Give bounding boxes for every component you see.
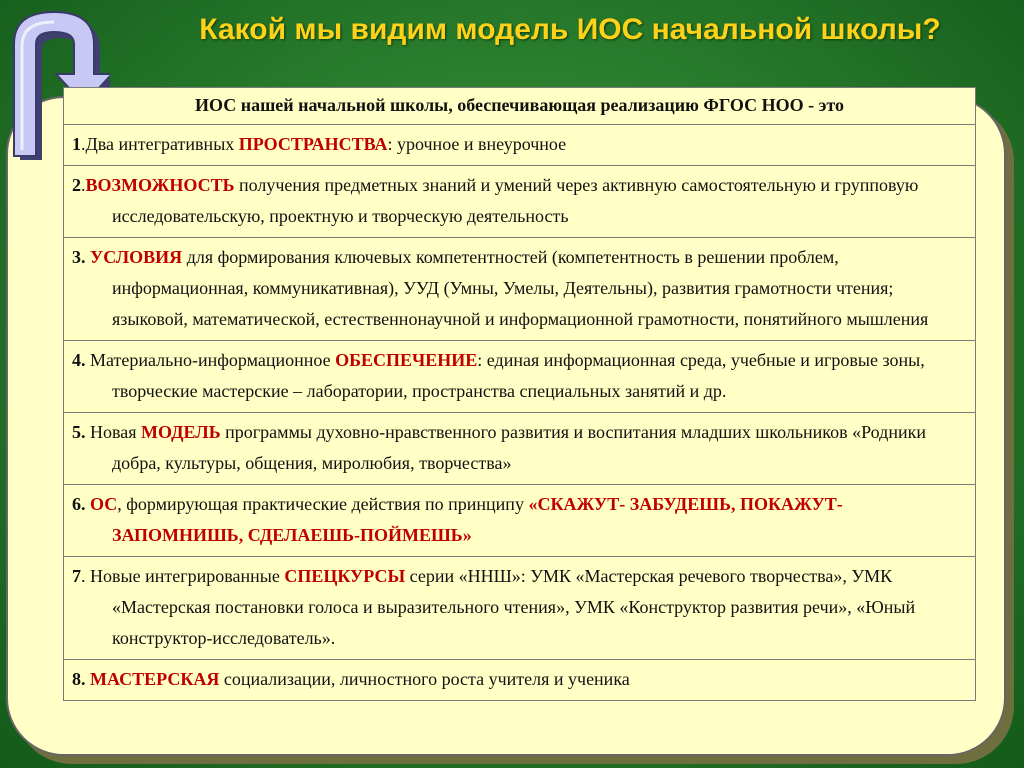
table-row [64,557,976,660]
row-text-lead: Новые интегрированные [90,566,285,586]
row-text-lead: Новая [90,422,142,442]
row-keyword: ОБЕСПЕЧЕНИЕ [335,350,478,370]
row-text-body: серии «ННШ»: УМК «Мастерская речевого творчества», УМК «Мастерская постановки голоса и выразительного чтения», УМК «Конструктор развития речи», «Юный конструктор-исследователь». [112,566,916,648]
row-number: 5. [72,422,86,442]
row-4-text [72,345,967,407]
row-text-body: : урочное и внеурочное [387,134,567,154]
row-keyword: ОС [90,494,118,514]
table-row [64,485,976,557]
row-text-body: получения предметных знаний и умений через активную самостоятельную и групповую исследовательскую, проектную и творческую деятельность [112,175,919,226]
row-keyword: МОДЕЛЬ [141,422,221,442]
table-row [64,238,976,341]
row-7-text [72,561,967,654]
row-8-text [72,664,967,695]
row-text-body: , формирующая практические действия по принципу [117,494,529,514]
row-separator: . [81,134,86,154]
table-header-row [64,88,976,125]
row-separator: . [81,566,90,586]
row-1-text [72,129,967,160]
row-number: 2 [72,175,81,195]
row-keyword: СПЕЦКУРСЫ [284,566,406,586]
row-number: 8. [72,669,86,689]
ios-table [63,87,976,701]
row-number: 3. [72,247,86,267]
row-2-text [72,170,967,232]
row-number: 6. [72,494,86,514]
table-header: ИОС нашей начальной школы, обеспечивающая реализацию ФГОС НОО - это [64,88,976,125]
table-row [64,166,976,238]
row-number: 4. [72,350,86,370]
row-text-lead: Материально-информационное [90,350,336,370]
row-6-text [72,489,967,551]
row-text-body: программы духовно-нравственного развития и воспитания младших школьников «Родники добра, культуры, общения, миролюбия, творчества» [112,422,926,473]
row-text-body: для формирования ключевых компетентностей (компетентность в решении проблем, информационная, коммуникативная), УУД (Умны, Умелы, Деятельны), развития грамотности чтения; языковой, математической, естественнонаучной и информационной грамотности, понятийного мышления [112,247,929,329]
row-text-body: социализации, личностного роста учителя и ученика [219,669,630,689]
table-row [64,125,976,166]
page-title: Какой мы видим модель ИОС начальной школы? [199,13,941,46]
table-row [64,413,976,485]
row-keyword: ВОЗМОЖНОСТЬ [85,175,235,195]
table-row [64,341,976,413]
row-3-text [72,242,967,335]
row-number: 1 [72,134,81,154]
row-keyword: ПРОСТРАНСТВА [238,134,388,154]
row-5-text [72,417,967,479]
row-keyword-principle: «СКАЖУТ- ЗАБУДЕШЬ, ПОКАЖУТ-ЗАПОМНИШЬ, СДЕЛАЕШЬ-ПОЙМЕШЬ» [112,494,843,545]
row-keyword: МАСТЕРСКАЯ [90,669,220,689]
table-row [64,660,976,701]
row-text-lead: Два интегративных [85,134,239,154]
row-separator: . [81,175,86,195]
row-number: 7 [72,566,81,586]
row-text-body: : единая информационная среда, учебные и игровые зоны, творческие мастерские – лаборатории, пространства специальных занятий и др. [112,350,925,401]
row-keyword: УСЛОВИЯ [90,247,183,267]
